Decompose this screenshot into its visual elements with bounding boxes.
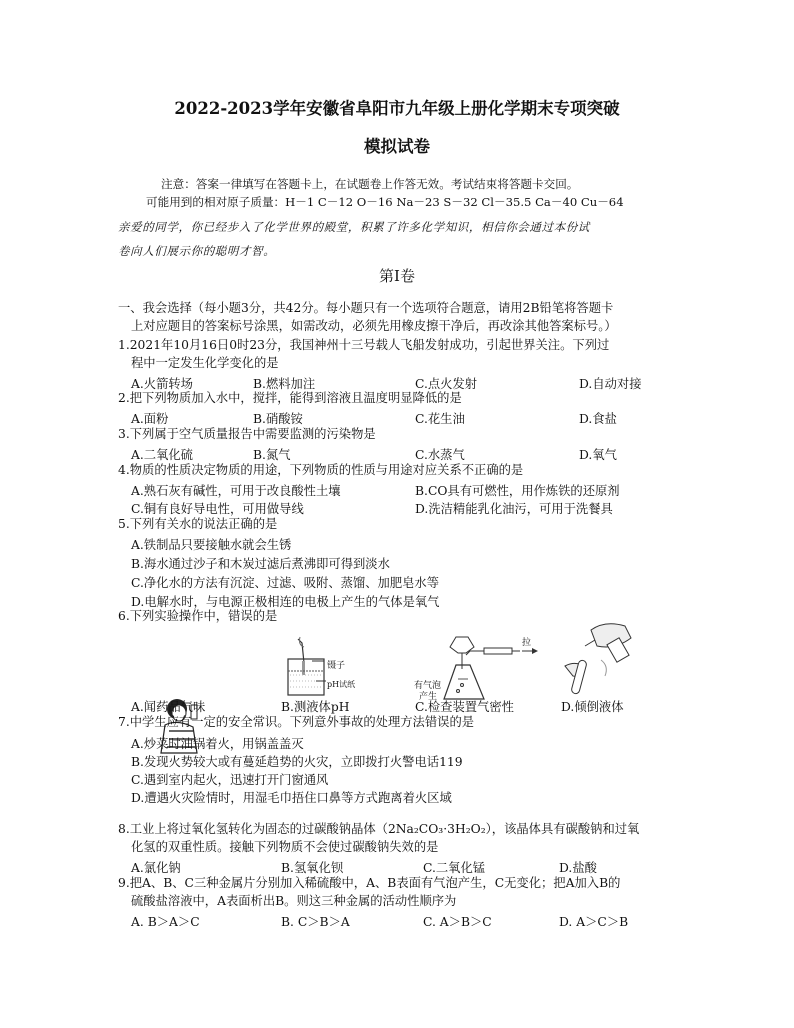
- question-5-stem: 5.下列有关水的说法正确的是: [118, 517, 278, 531]
- intro-line-1: 亲爱的同学，你已经步入了化学世界的殿堂，积累了许多化学知识，相信你会通过本份试: [118, 220, 590, 234]
- atomic-mass-line: 可能用到的相对原子质量：H－1 C－12 O－16 Na－23 S－32 Cl－35.5 Ca－40 Cu－64: [146, 195, 624, 209]
- label-tweezers: 镊子: [327, 661, 346, 671]
- q1-option-d[interactable]: D.自动对接: [579, 377, 642, 391]
- part1-instruction-1: 一、我会选择（每小题3分，共42分。每小题只有一个选项符合题意，请用2B铅笔将答题卡: [118, 301, 614, 315]
- q6-option-b[interactable]: B.测液体pH: [281, 700, 350, 714]
- question-6-stem: 6.下列实验操作中，错误的是: [118, 609, 278, 623]
- question-3-stem: 3.下列属于空气质量报告中需要监测的污染物是: [118, 427, 376, 441]
- q1-option-c[interactable]: C.点火发射: [415, 377, 478, 391]
- label-produced: 产生: [419, 692, 438, 702]
- section-title: 第Ⅰ卷: [379, 267, 415, 285]
- q9-option-d[interactable]: D. A＞C＞B: [559, 915, 629, 929]
- label-bubbles: 有气泡: [414, 681, 442, 691]
- label-ph-paper: pH试纸: [327, 680, 356, 689]
- q2-option-c[interactable]: C.花生油: [415, 412, 465, 426]
- q7-option-b[interactable]: B.发现火势较大或有蔓延趋势的火灾，立即拨打火警电话119: [131, 755, 463, 769]
- q3-option-c[interactable]: C.水蒸气: [415, 448, 465, 462]
- q7-option-c[interactable]: C.遇到室内起火，迅速打开门窗通风: [131, 773, 329, 787]
- figure-pouring-liquid: [555, 620, 645, 700]
- q5-option-c[interactable]: C.净化水的方法有沉淀、过滤、吸附、蒸馏、加肥皂水等: [131, 576, 440, 590]
- q8-option-c[interactable]: C.二氧化锰: [423, 861, 486, 875]
- question-9-stem: 9.把A、B、C三种金属片分别加入稀硫酸中，A、B表面有气泡产生，C无变化；把A加入B的: [118, 876, 621, 890]
- question-4-stem: 4.物质的性质决定物质的用途，下列物质的性质与用途对应关系不正确的是: [118, 463, 524, 477]
- exam-title: 2022-2023学年安徽省阜阳市九年级上册化学期末专项突破: [174, 99, 620, 118]
- q5-option-b[interactable]: B.海水通过沙子和木炭过滤后煮沸即可得到淡水: [131, 557, 390, 571]
- q3-option-d[interactable]: D.氧气: [579, 448, 617, 462]
- q4-option-a[interactable]: A.熟石灰有碱性，可用于改良酸性土壤: [131, 484, 341, 498]
- q6-option-a[interactable]: A.闻药品气味: [131, 700, 206, 714]
- q4-option-c[interactable]: C.铜有良好导电性，可用做导线: [131, 502, 304, 516]
- notice-line-1: 注意：答案一律填写在答题卡上，在试题卷上作答无效。考试结束将答题卡交回。: [161, 177, 579, 191]
- q8-option-a[interactable]: A.氯化钠: [131, 861, 181, 875]
- q2-option-d[interactable]: D.食盐: [579, 412, 617, 426]
- question-9-stem-cont: 硫酸盐溶液中，A表面析出B。则这三种金属的活动性顺序为: [131, 894, 457, 908]
- q9-option-c[interactable]: C. A＞B＞C: [423, 915, 492, 929]
- q4-option-d[interactable]: D.洗洁精能乳化油污，可用于洗餐具: [415, 502, 613, 516]
- exam-subtitle: 模拟试卷: [364, 137, 430, 156]
- q6-option-d[interactable]: D.倾倒液体: [561, 700, 624, 714]
- q6-option-c[interactable]: C.检查装置气密性: [415, 700, 514, 714]
- q8-option-b[interactable]: B.氢氧化钡: [281, 861, 344, 875]
- part1-instruction-2: 上对应题目的答案标号涂黑，如需改动，必须先用橡皮擦干净后，再改涂其他答案标号。）: [131, 319, 617, 333]
- question-8-stem: 8.工业上将过氧化氢转化为固态的过碳酸钠晶体（2Na₂CO₃·3H₂O₂），该晶体具有碳酸钠和过氧: [118, 822, 640, 836]
- q9-option-a[interactable]: A. B＞A＞C: [131, 915, 200, 929]
- q8-option-d[interactable]: D.盐酸: [559, 861, 597, 875]
- q2-option-a[interactable]: A.面粉: [131, 412, 169, 426]
- q2-option-b[interactable]: B.硝酸铵: [253, 412, 303, 426]
- q3-option-a[interactable]: A.二氧化硫: [131, 448, 193, 462]
- q1-option-b[interactable]: B.燃料加注: [253, 377, 316, 391]
- question-8-stem-cont: 化氢的双重性质。接触下列物质不会使过碳酸钠失效的是: [131, 840, 439, 854]
- question-7-stem: 7.中学生应有一定的安全常识。下列意外事故的处理方法错误的是: [118, 715, 475, 729]
- intro-line-2: 卷向人们展示你的聪明才智。: [118, 244, 276, 258]
- q9-option-b[interactable]: B. C＞B＞A: [281, 915, 350, 929]
- figure-airtightness-check: [440, 633, 550, 703]
- q7-option-d[interactable]: D.遭遇火灾险情时，用湿毛巾捂住口鼻等方式跑离着火区域: [131, 791, 452, 805]
- q5-option-d[interactable]: D.电解水时，与电源正极相连的电极上产生的气体是氧气: [131, 595, 440, 609]
- q7-option-a[interactable]: A.炒菜时油锅着火，用锅盖盖灭: [131, 737, 304, 751]
- q1-option-a[interactable]: A.火箭转场: [131, 377, 193, 391]
- q3-option-b[interactable]: B.氮气: [253, 448, 291, 462]
- q5-option-a[interactable]: A.铁制品只要接触水就会生锈: [131, 538, 292, 552]
- question-2-stem: 2.把下列物质加入水中，搅拌，能得到溶液且温度明显降低的是: [118, 391, 462, 405]
- label-pull: 拉: [522, 638, 532, 648]
- question-1-stem: 1.2021年10月16日0时23分，我国神州十三号载人飞船发射成功，引起世界关注。下列过: [118, 338, 610, 352]
- q4-option-b[interactable]: B.CO具有可燃性，用作炼铁的还原剂: [415, 484, 620, 498]
- question-1-stem-cont: 程中一定发生化学变化的是: [131, 356, 279, 370]
